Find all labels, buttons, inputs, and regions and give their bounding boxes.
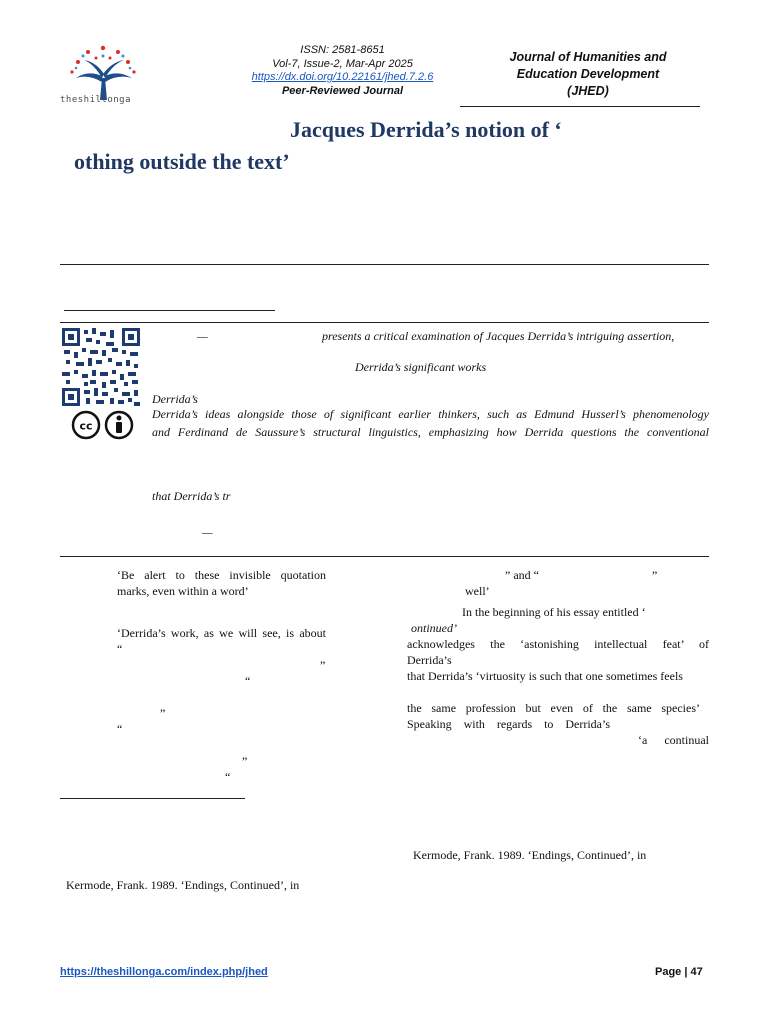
journal-name bbox=[500, 49, 676, 100]
body-text-line: well’ bbox=[465, 584, 490, 598]
quote-mark: “ bbox=[225, 770, 231, 784]
abstract-line: that Derrida’s tr bbox=[152, 489, 231, 503]
abstract-line: Derrida’s bbox=[152, 392, 198, 406]
abstract-bottom-rule bbox=[60, 556, 709, 557]
quote-mark: ” bbox=[160, 706, 166, 720]
quote-mark: “ bbox=[117, 722, 123, 736]
svg-text:cc: cc bbox=[79, 419, 93, 433]
article-title-line2: othing outside the text’ bbox=[74, 149, 290, 174]
keywords-dash: — bbox=[202, 525, 213, 539]
quote-mark: ” bbox=[652, 568, 658, 582]
abstract-line: Derrida’s ideas alongside those of significant earlier thinkers, such as Edmund Husserl’s phenomenology bbox=[152, 407, 709, 421]
qr-code-icon[interactable] bbox=[62, 328, 140, 406]
body-text-line: ‘Be alert to these invisible quotation bbox=[117, 568, 326, 582]
body-text-line: ‘a continual bbox=[638, 733, 709, 747]
creative-commons-icon[interactable] bbox=[71, 410, 137, 440]
body-text-line: ontinued’ bbox=[411, 621, 457, 635]
divider-short bbox=[64, 310, 275, 311]
journal-name-line3: (JHED) bbox=[567, 84, 609, 98]
volume-issue: Vol-7, Issue-2, Mar-Apr 2025 bbox=[272, 57, 413, 70]
body-text-line: that Derrida’s ‘virtuosity is such that one sometimes feels bbox=[407, 669, 683, 683]
body-text-line: Derrida’s bbox=[407, 653, 452, 667]
journal-name-line1: Journal of Humanities and bbox=[509, 50, 667, 64]
peer-reviewed-label: Peer-Reviewed Journal bbox=[281, 84, 404, 97]
divider bbox=[60, 264, 709, 265]
journal-meta bbox=[230, 44, 455, 98]
body-text-line: the same profession but even of the same species’ bbox=[407, 701, 700, 715]
abstract-line: and Ferdinand de Saussure’s structural linguistics, emphasizing how Derrida questions the conventional bbox=[152, 425, 709, 439]
logo-wordmark: theshillonga bbox=[60, 95, 132, 105]
footnote-text: Kermode, Frank. 1989. ‘Endings, Continued’, in bbox=[66, 878, 300, 892]
abstract-line: presents a critical examination of Jacques Derrida’s intriguing assertion, bbox=[322, 329, 675, 343]
doi-link[interactable]: https://dx.doi.org/10.22161/jhed.7.2.6 bbox=[251, 71, 434, 83]
quote-mark: “ bbox=[117, 642, 123, 656]
issn: ISSN: 2581-8651 bbox=[300, 44, 385, 56]
abstract-dash-1: — bbox=[197, 329, 208, 343]
footnote-rule bbox=[60, 798, 245, 799]
journal-url-link[interactable]: https://theshillonga.com/index.php/jhed bbox=[60, 966, 268, 978]
article-title-line1: Jacques Derrida’s notion of ‘ bbox=[290, 117, 562, 142]
body-text-line: acknowledges the ‘astonishing intellectual feat’ of bbox=[407, 637, 709, 651]
header-rule bbox=[460, 106, 700, 107]
reference-text: Kermode, Frank. 1989. ‘Endings, Continued’, in bbox=[413, 848, 647, 862]
quote-mark: ” bbox=[320, 658, 326, 672]
abstract-line: Derrida’s significant works bbox=[355, 360, 487, 374]
page-number: Page | 47 bbox=[655, 966, 703, 978]
quote-mark: ” bbox=[242, 754, 248, 768]
body-text-line: In the beginning of his essay entitled ‘ bbox=[462, 605, 646, 619]
journal-name-line2: Education Development bbox=[516, 67, 660, 81]
abstract-top-rule bbox=[60, 322, 709, 323]
body-text-line: ‘Derrida’s work, as we will see, is about bbox=[117, 626, 326, 640]
quote-mark: “ bbox=[245, 674, 251, 688]
body-text-line: marks, even within a word’ bbox=[117, 584, 249, 598]
body-text-line: ” and “ bbox=[505, 568, 539, 582]
body-text-line: Speaking with regards to Derrida’s bbox=[407, 717, 610, 731]
